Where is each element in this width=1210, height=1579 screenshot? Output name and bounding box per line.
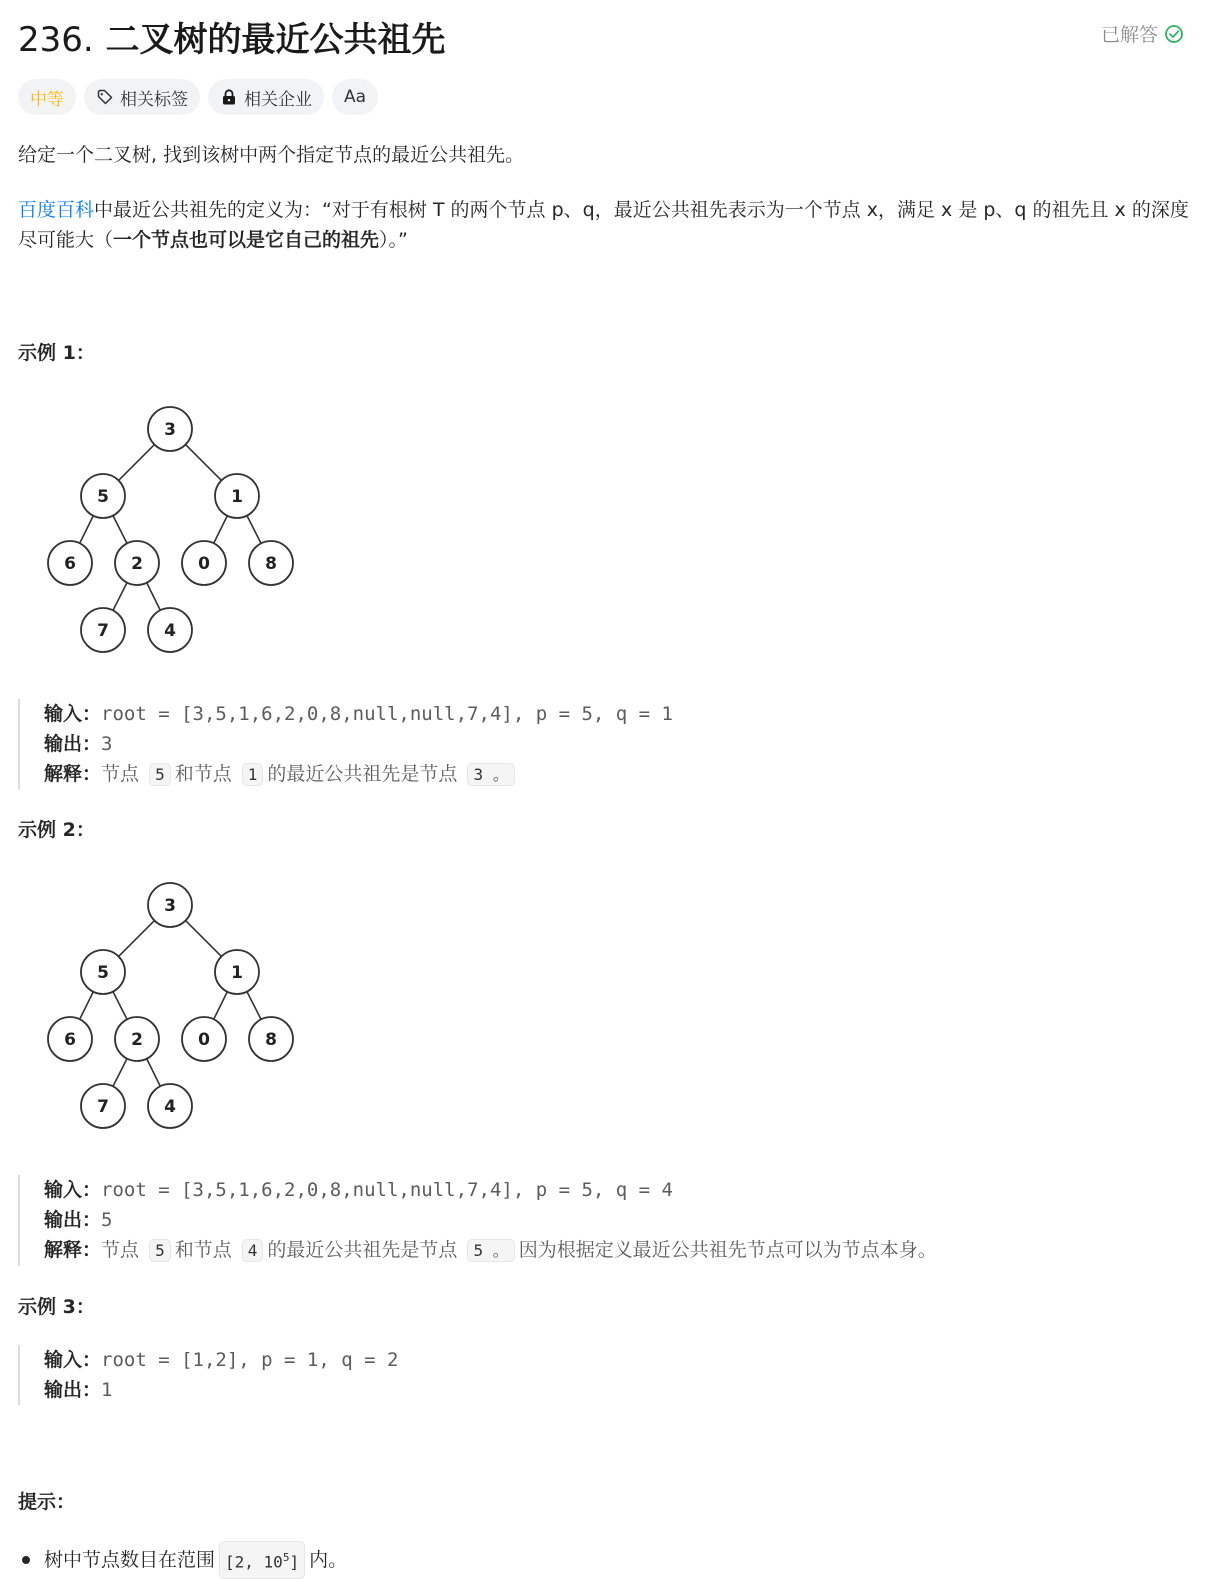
tips-item	[18, 1541, 347, 1579]
example-1-tree-image	[44, 403, 304, 663]
tree-node	[148, 1084, 192, 1128]
example-2-title: 示例 2：	[18, 819, 95, 841]
range-code-end: ]	[289, 1552, 300, 1572]
explain-text: 的最近公共祖先是节点	[267, 1239, 464, 1261]
lock-icon	[220, 88, 238, 106]
tree-node-label: 1	[231, 963, 243, 983]
input-value: root = [3,5,1,6,2,0,8,null,null,7,4], p = 5, q = 4	[101, 1179, 673, 1201]
tree-node-label: 8	[265, 554, 277, 574]
tree-edge	[186, 921, 222, 957]
font-toggle-button[interactable]	[332, 79, 378, 115]
problem-number: 236.	[18, 20, 94, 60]
example-1-block	[18, 699, 673, 790]
range-code-start: [2, 10	[225, 1552, 283, 1572]
tree-edge	[113, 516, 127, 544]
tree-node	[48, 1017, 92, 1061]
explain-code: 4	[242, 1239, 264, 1262]
tree-node	[215, 950, 259, 994]
tree-edge	[113, 1059, 127, 1087]
tree-node-label: 0	[198, 554, 210, 574]
definition-end: ）。”	[379, 229, 408, 251]
bullet-icon	[22, 1556, 30, 1564]
tag-icon	[96, 88, 114, 106]
tree-node-label: 7	[97, 621, 109, 641]
explain-code: 5 。	[467, 1239, 514, 1262]
tree-node-label: 8	[265, 1030, 277, 1050]
tree-edge	[214, 992, 228, 1020]
tree-node-label: 4	[164, 621, 176, 641]
problem-title: 二叉树的最近公共祖先	[105, 20, 446, 60]
range-code	[219, 1541, 305, 1579]
tree-node-label: 0	[198, 1030, 210, 1050]
tips-title: 提示：	[18, 1491, 76, 1513]
description-intro: 给定一个二叉树, 找到该树中两个指定节点的最近公共祖先。	[18, 144, 525, 166]
output-value: 3	[101, 733, 113, 755]
example-3-block	[18, 1345, 398, 1405]
explain-code: 5	[149, 763, 171, 786]
tree-node	[215, 474, 259, 518]
tree-node	[81, 608, 125, 652]
description-definition	[18, 195, 1190, 255]
tree-node	[48, 541, 92, 585]
binary-tree-diagram	[44, 403, 304, 663]
related-tags-button[interactable]	[84, 79, 200, 115]
tree-node-label: 1	[231, 487, 243, 507]
range-exponent: 5	[282, 1551, 290, 1564]
tree-node	[115, 541, 159, 585]
tree-node-label: 4	[164, 1097, 176, 1117]
tree-node	[182, 1017, 226, 1061]
input-value: root = [3,5,1,6,2,0,8,null,null,7,4], p = 5, q = 1	[101, 703, 673, 725]
example-3-title: 示例 3：	[18, 1296, 95, 1318]
tree-node	[81, 1084, 125, 1128]
definition-bold: 一个节点也可以是它自己的祖先	[113, 229, 380, 251]
tree-edge	[113, 583, 127, 611]
tree-edge	[147, 1059, 161, 1087]
tree-edge	[80, 516, 94, 544]
input-label: 输入：	[44, 703, 102, 725]
tree-edge	[113, 992, 127, 1020]
explain-label: 解释：	[44, 763, 102, 785]
explain-label: 解释：	[44, 1239, 102, 1261]
example-2-block	[18, 1175, 937, 1266]
tree-node	[81, 474, 125, 518]
tree-node	[81, 950, 125, 994]
tree-node	[249, 541, 293, 585]
solved-status	[1101, 20, 1184, 47]
tips-text: 树中节点数目在范围	[44, 1549, 216, 1572]
tree-edge	[147, 583, 161, 611]
example-2-tree-image	[44, 879, 304, 1139]
tree-node	[249, 1017, 293, 1061]
header	[18, 8, 1188, 58]
difficulty-badge: 中等	[18, 79, 76, 115]
tree-edge	[247, 516, 261, 544]
tree-edge	[119, 445, 155, 481]
related-tags-label: 相关标签	[120, 89, 188, 110]
tree-edge	[247, 992, 261, 1020]
example-1-title: 示例 1：	[18, 342, 95, 364]
tree-edge	[80, 992, 94, 1020]
tree-node-label: 6	[64, 554, 76, 574]
output-label: 输出：	[44, 733, 102, 755]
tree-node	[148, 883, 192, 927]
output-label: 输出：	[44, 1209, 102, 1231]
tree-edge	[119, 921, 155, 957]
tree-node-label: 2	[131, 554, 143, 574]
related-companies-button[interactable]	[208, 79, 324, 115]
output-value: 5	[101, 1209, 113, 1231]
related-companies-label: 相关企业	[244, 89, 312, 110]
explain-text: 节点	[101, 1239, 146, 1261]
solved-label: 已解答	[1100, 24, 1158, 46]
tag-bar	[18, 79, 378, 115]
tree-node-label: 5	[97, 963, 109, 983]
tree-node	[148, 608, 192, 652]
tree-node	[115, 1017, 159, 1061]
tree-node-label: 7	[97, 1097, 109, 1117]
definition-text: 中最近公共祖先的定义为：“对于有根树 T 的两个节点 p、q，最近公共祖先表示为一个节点 x，满足 x 是 p、q 的祖先且 x 的深度尽可能大（	[18, 199, 1189, 251]
explain-text: 和节点	[174, 1239, 238, 1261]
input-label: 输入：	[44, 1349, 102, 1371]
explain-code: 3 。	[467, 763, 514, 786]
tree-node-label: 3	[164, 896, 176, 916]
tree-edge	[214, 516, 228, 544]
explain-text: 和节点	[174, 763, 238, 785]
tree-node	[148, 407, 192, 451]
input-value: root = [1,2], p = 1, q = 2	[101, 1349, 399, 1371]
explain-code: 1	[242, 763, 264, 786]
font-toggle-icon: Aa	[344, 87, 367, 107]
explain-text: 的最近公共祖先是节点	[267, 763, 464, 785]
baidu-baike-link[interactable]: 百度百科	[18, 199, 95, 221]
explain-code: 5	[149, 1239, 171, 1262]
tips-text-end: 内。	[309, 1549, 348, 1572]
check-circle-icon	[1164, 24, 1184, 44]
tree-node-label: 3	[164, 420, 176, 440]
explain-text: 节点	[101, 763, 146, 785]
tree-node-label: 2	[131, 1030, 143, 1050]
input-label: 输入：	[44, 1179, 102, 1201]
tree-node-label: 5	[97, 487, 109, 507]
explain-text: 因为根据定义最近公共祖先节点可以为节点本身。	[518, 1239, 937, 1261]
tree-edge	[186, 445, 222, 481]
page-title	[18, 12, 446, 61]
tree-node-label: 6	[64, 1030, 76, 1050]
output-value: 1	[101, 1379, 113, 1401]
tree-node	[182, 541, 226, 585]
binary-tree-diagram	[44, 879, 304, 1139]
output-label: 输出：	[44, 1379, 102, 1401]
